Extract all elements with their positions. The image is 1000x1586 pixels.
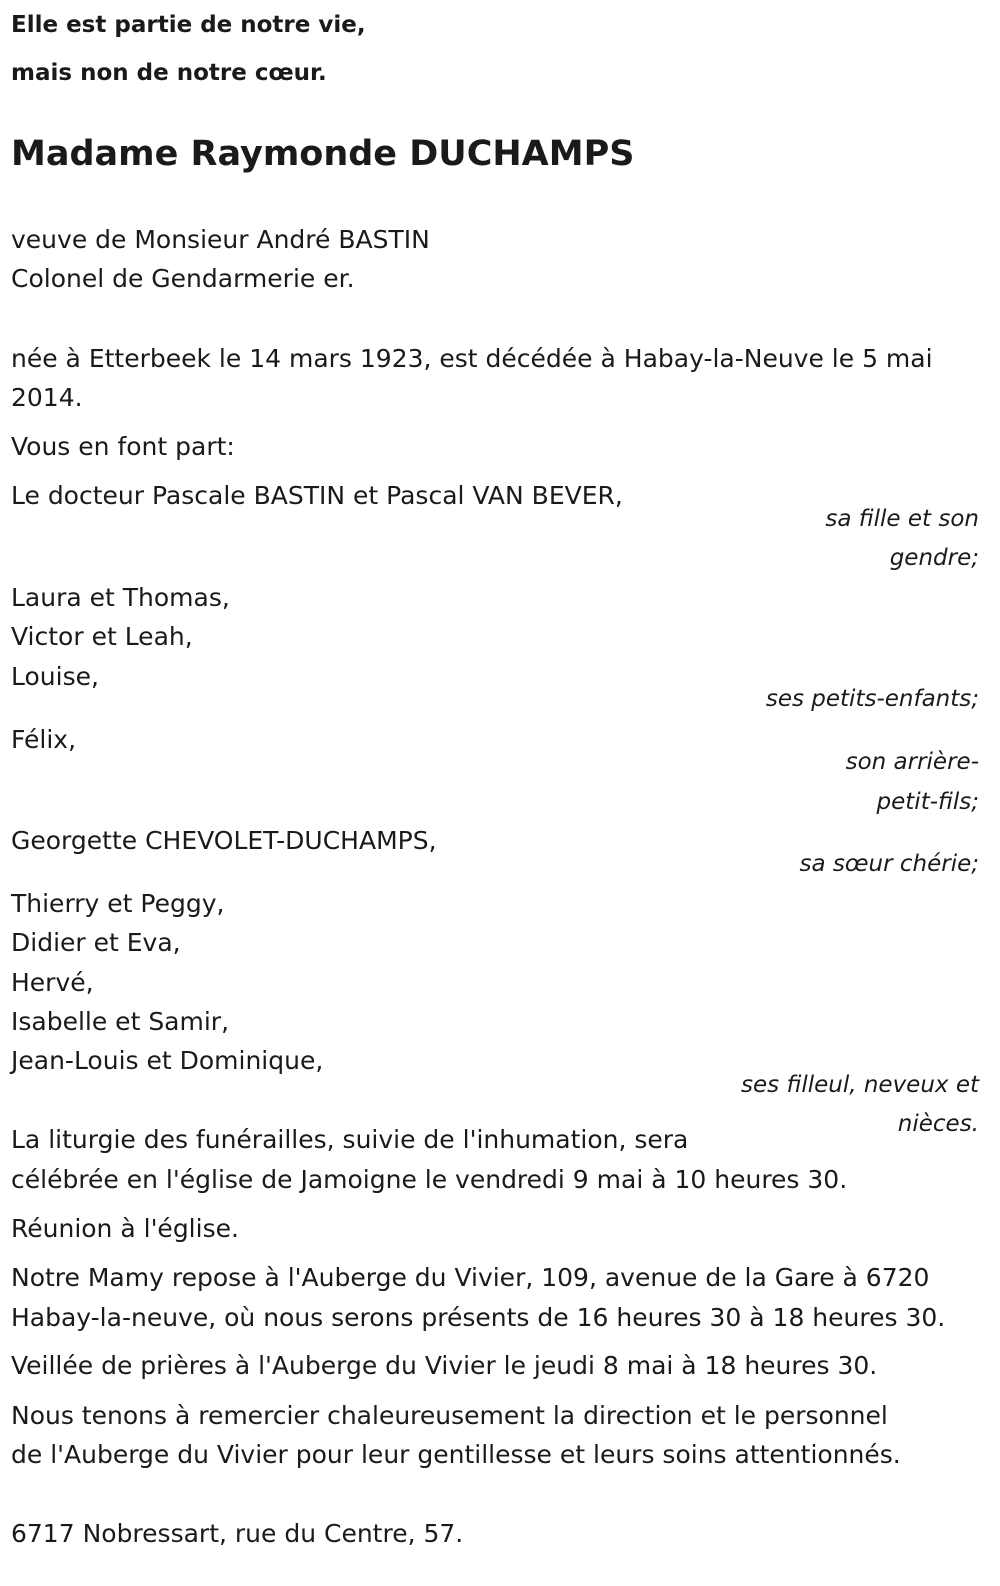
rest-line-2: Habay-la-neuve, où nous serons présents de 16 heures 30 à 18 heures 30. <box>11 1303 946 1332</box>
vigil: Veillée de prières à l'Auberge du Vivier le jeudi 8 mai à 18 heures 30. <box>11 1351 878 1380</box>
relation-daughter-2: gendre; <box>889 545 979 571</box>
spouse-line: veuve de Monsieur André BASTIN <box>11 225 430 254</box>
liturgy-line-1: La liturgie des funérailles, suivie de l'inhumation, sera <box>11 1125 689 1154</box>
spouse-title: Colonel de Gendarmerie er. <box>11 264 355 293</box>
relation-nephews-1: ses filleul, neveux et <box>741 1072 979 1098</box>
relation-daughter-1: sa fille et son <box>825 506 979 532</box>
thanks-line-1: Nous tenons à remercier chaleureusement la direction et le personnel <box>11 1401 888 1430</box>
family-nephew: Hervé, <box>11 968 94 997</box>
announcement: Vous en font part: <box>11 432 235 461</box>
dates-line-2: 2014. <box>11 383 83 412</box>
relation-sister: sa sœur chérie; <box>799 851 979 877</box>
relation-great-grandchild-2: petit-fils; <box>876 789 979 815</box>
liturgy-line-2: célébrée en l'église de Jamoigne le vendredi 9 mai à 10 heures 30. <box>11 1165 848 1194</box>
family-nephew: Didier et Eva, <box>11 928 181 957</box>
family-grandchild: Laura et Thomas, <box>11 583 230 612</box>
family-great-grandchild: Félix, <box>11 725 77 754</box>
thanks-line-2: de l'Auberge du Vivier pour leur gentillesse et leurs soins attentionnés. <box>11 1440 901 1469</box>
rest-line-1: Notre Mamy repose à l'Auberge du Vivier, 109, avenue de la Gare à 6720 <box>11 1263 930 1292</box>
relation-nephews-2: nièces. <box>897 1111 979 1137</box>
family-grandchild: Louise, <box>11 662 99 691</box>
family-nephew: Jean-Louis et Dominique, <box>11 1046 324 1075</box>
deceased-name: Madame Raymonde DUCHAMPS <box>11 134 635 174</box>
relation-grandchildren: ses petits-enfants; <box>765 686 979 712</box>
family-grandchild: Victor et Leah, <box>11 622 193 651</box>
dates-line-1: née à Etterbeek le 14 mars 1923, est décédée à Habay-la-Neuve le 5 mai <box>11 344 933 373</box>
family-sister: Georgette CHEVOLET-DUCHAMPS, <box>11 826 437 855</box>
epigraph-line-2: mais non de notre cœur. <box>11 60 327 86</box>
family-nephew: Thierry et Peggy, <box>11 889 225 918</box>
meeting: Réunion à l'église. <box>11 1214 239 1243</box>
epigraph-line-1: Elle est partie de notre vie, <box>11 12 366 38</box>
relation-great-grandchild-1: son arrière- <box>845 749 979 775</box>
family-daughter-names: Le docteur Pascale BASTIN et Pascal VAN BEVER, <box>11 481 623 510</box>
address: 6717 Nobressart, rue du Centre, 57. <box>11 1519 464 1548</box>
family-nephew: Isabelle et Samir, <box>11 1007 230 1036</box>
